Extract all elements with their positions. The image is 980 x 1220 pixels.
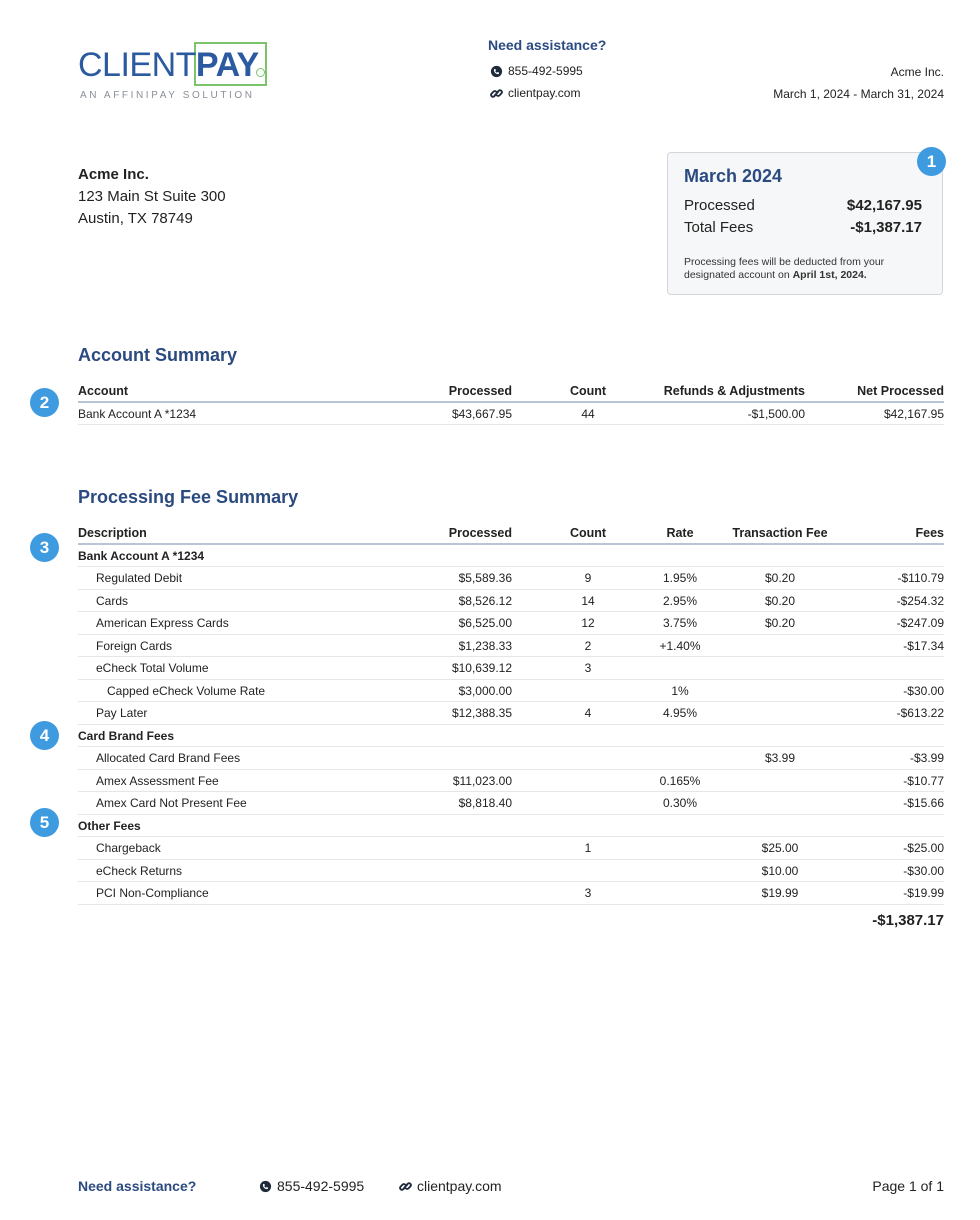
fee-summary-table <box>78 522 944 905</box>
address-line1: 123 Main St Suite 300 <box>78 188 226 205</box>
cell-fees: -$19.99 <box>903 886 944 900</box>
address-name: Acme Inc. <box>78 166 149 183</box>
cell-count: 14 <box>581 593 595 608</box>
cell-fees: -$10.77 <box>903 773 944 788</box>
cell-count: 3 <box>584 661 592 675</box>
phone-icon <box>259 1180 272 1193</box>
summary-processed-label: Processed <box>684 197 755 214</box>
col-refunds: Refunds & Adjustments <box>663 384 805 398</box>
badge-3: 3 <box>30 533 59 562</box>
cell-fees: -$15.66 <box>903 796 944 810</box>
cell-transaction-fee: $19.99 <box>761 886 799 900</box>
cell-refunds: -$1,500.00 <box>747 406 805 421</box>
cell-description: Cards <box>96 593 129 608</box>
account-summary-title: Account Summary <box>78 345 238 365</box>
col-rate: Rate <box>666 526 694 540</box>
footer-website-link[interactable] <box>399 1178 502 1194</box>
cell-processed: $43,667.95 <box>451 406 512 421</box>
cell-transaction-fee: $0.20 <box>764 593 796 608</box>
col-processed: Processed <box>448 384 512 398</box>
logo-wordmark: CLIENTPAY <box>78 46 259 84</box>
cell-processed: $3,000.00 <box>458 683 512 698</box>
cell-fees: -$3.99 <box>909 751 944 765</box>
cell-description: eCheck Total Volume <box>96 661 209 675</box>
header-phone[interactable] <box>490 64 583 78</box>
phone-icon <box>490 65 503 78</box>
fee-summary-title: Processing Fee Summary <box>78 487 299 507</box>
cell-processed: $8,818.40 <box>458 796 512 810</box>
col-count: Count <box>569 526 607 540</box>
col-net-processed: Net Processed <box>857 384 944 398</box>
group-header <box>78 815 944 838</box>
header-company: Acme Inc. <box>890 65 944 79</box>
account-summary-table <box>78 380 944 425</box>
cell-processed: $5,589.36 <box>458 571 512 585</box>
table-row <box>78 770 944 793</box>
cell-count: 44 <box>581 406 595 421</box>
badge-2: 2 <box>30 388 59 417</box>
link-icon <box>399 1180 412 1193</box>
cell-net-processed: $42,167.95 <box>883 406 944 421</box>
table-row <box>78 612 944 635</box>
cell-description: eCheck Returns <box>96 863 183 878</box>
cell-rate: 0.165% <box>659 773 701 788</box>
table-row <box>78 657 944 680</box>
cell-transaction-fee: $10.00 <box>761 863 799 878</box>
header-phone-text: 855-492-5995 <box>508 64 583 78</box>
table-row <box>78 567 944 590</box>
cell-description: Amex Card Not Present Fee <box>96 796 247 810</box>
header-website-link[interactable] <box>490 86 580 100</box>
fees-total: -$1,387.17 <box>872 912 944 929</box>
cell-processed: $1,238.33 <box>458 638 512 653</box>
cell-rate: 3.75% <box>662 616 698 630</box>
cell-rate: 1.95% <box>662 571 698 585</box>
cell-description: PCI Non-Compliance <box>96 886 209 900</box>
table-row <box>78 860 944 883</box>
footer-phone[interactable] <box>259 1178 364 1194</box>
cell-description: Foreign Cards <box>96 638 173 653</box>
col-count: Count <box>569 384 607 398</box>
cell-processed: $12,388.35 <box>451 706 512 720</box>
address-line2: Austin, TX 78749 <box>78 210 193 227</box>
cell-account: Bank Account A *1234 <box>78 406 197 421</box>
table-row <box>78 590 944 613</box>
cell-count: 12 <box>581 616 595 630</box>
col-transaction-fee: Transaction Fee <box>732 526 828 540</box>
header-assist-title: Need assistance? <box>488 37 607 53</box>
cell-description: Allocated Card Brand Fees <box>96 751 241 765</box>
cell-transaction-fee: $3.99 <box>764 751 796 765</box>
badge-1: 1 <box>917 147 946 176</box>
summary-fees-value: -$1,387.17 <box>850 219 922 236</box>
footer-assist: Need assistance? <box>78 1178 197 1194</box>
table-row <box>78 702 944 725</box>
cell-fees: -$30.00 <box>903 683 944 698</box>
group-name: Bank Account A *1234 <box>78 548 205 563</box>
footer-website-text: clientpay.com <box>417 1178 502 1194</box>
clientpay-logo <box>78 42 278 104</box>
cell-description: Chargeback <box>96 841 161 855</box>
col-account: Account <box>78 384 128 398</box>
cell-fees: -$17.34 <box>903 638 944 653</box>
cell-rate: 2.95% <box>662 593 698 608</box>
col-fees: Fees <box>915 526 944 540</box>
cell-count: 4 <box>584 706 592 720</box>
cell-description: Pay Later <box>96 706 148 720</box>
statement-period: March 1, 2024 - March 31, 2024 <box>773 87 944 101</box>
cell-transaction-fee: $25.00 <box>761 841 799 855</box>
table-row <box>78 635 944 658</box>
billing-address <box>78 164 226 230</box>
footer-phone-text: 855-492-5995 <box>277 1178 365 1194</box>
col-description: Description <box>78 526 147 540</box>
cell-count: 9 <box>584 571 592 585</box>
cell-description: American Express Cards <box>96 616 229 630</box>
cell-processed: $6,525.00 <box>458 616 512 630</box>
cell-fees: -$30.00 <box>903 863 944 878</box>
cell-rate: 0.30% <box>662 796 698 810</box>
account-summary-header <box>78 380 944 403</box>
table-row <box>78 747 944 770</box>
col-processed: Processed <box>448 526 512 540</box>
group-header <box>78 545 944 568</box>
fee-summary-header <box>78 522 944 545</box>
group-name: Card Brand Fees <box>78 728 175 743</box>
cell-count: 2 <box>584 638 592 653</box>
cell-description: Capped eCheck Volume Rate <box>107 683 266 698</box>
logo-tagline: AN AFFINIPAY SOLUTION <box>80 90 255 101</box>
cell-rate: 1% <box>671 683 689 698</box>
statement-summary-box <box>667 152 943 295</box>
cell-fees: -$110.79 <box>897 571 944 585</box>
table-row <box>78 837 944 860</box>
cell-fees: -$247.09 <box>896 616 944 630</box>
table-row <box>78 792 944 815</box>
page-number: Page 1 of 1 <box>872 1178 944 1194</box>
cell-rate: +1.40% <box>659 638 701 653</box>
table-row <box>78 882 944 905</box>
summary-processed-value: $42,167.95 <box>846 197 922 214</box>
table-row <box>78 680 944 703</box>
badge-4: 4 <box>30 721 59 750</box>
cell-description: Regulated Debit <box>96 571 183 585</box>
cell-fees: -$613.22 <box>896 706 944 720</box>
summary-processed-row <box>684 197 922 214</box>
summary-note: Processing fees will be deducted from your designated account on April 1st, 2024. <box>684 256 885 281</box>
summary-fees-row <box>684 219 922 236</box>
cell-fees: -$254.32 <box>896 593 944 608</box>
group-name: Other Fees <box>78 818 141 833</box>
summary-fees-label: Total Fees <box>684 219 754 236</box>
cell-count: 1 <box>584 841 592 855</box>
cell-count: 3 <box>584 886 592 900</box>
header-website-text: clientpay.com <box>508 86 581 100</box>
badge-5: 5 <box>30 808 59 837</box>
cell-transaction-fee: $0.20 <box>764 616 796 630</box>
group-header <box>78 725 944 748</box>
cell-processed: $10,639.12 <box>451 661 512 675</box>
summary-month: March 2024 <box>684 166 783 186</box>
cell-description: Amex Assessment Fee <box>96 773 219 788</box>
cell-fees: -$25.00 <box>903 841 944 855</box>
cell-processed: $11,023.00 <box>452 773 512 788</box>
cell-processed: $8,526.12 <box>458 593 512 608</box>
cell-rate: 4.95% <box>662 706 698 720</box>
table-row <box>78 403 944 426</box>
link-icon <box>490 87 503 100</box>
cell-transaction-fee: $0.20 <box>764 571 796 585</box>
